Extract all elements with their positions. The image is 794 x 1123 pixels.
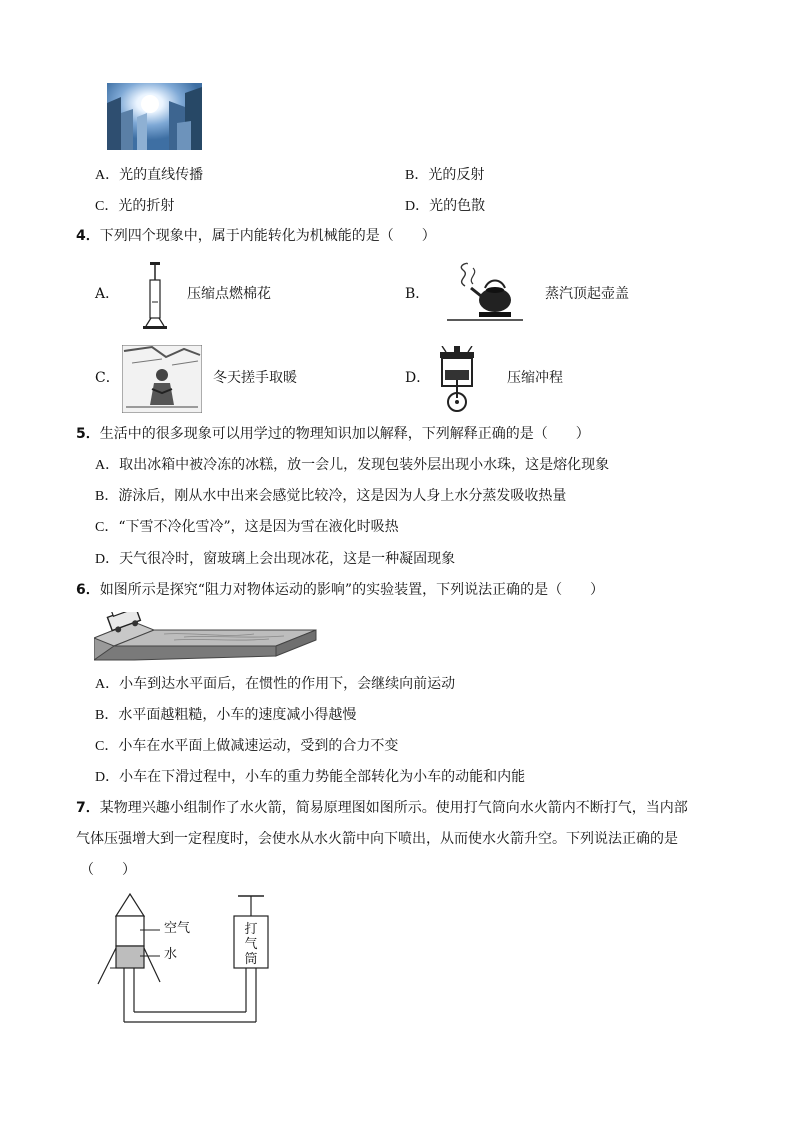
q3-option-b[interactable] [405,165,484,186]
option-letter: B． [95,489,119,504]
q3-option-a[interactable] [95,165,203,186]
option-text: 光的直线传播 [119,167,204,183]
q5-option-b[interactable] [95,486,566,507]
option-text: 小车在下滑过程中，小车的重力势能全部转化为小车的动能和内能 [119,769,526,785]
q5-option-c[interactable] [95,517,399,538]
option-letter: A． [95,458,120,473]
question-number: 6． [76,582,100,598]
rocket-air-label: 空气 [164,921,191,936]
pump-label-char: 打 [244,922,258,937]
rocket-water-label: 水 [164,947,178,962]
incline-cart-apparatus [94,612,318,664]
question-text: 如图所示是探究“阻力对物体运动的影响”的实验装置，下列说法正确的是（ ） [99,582,605,598]
option-text: 小车到达水平面后，在惯性的作用下，会继续向前运动 [119,676,456,692]
q6-option-b[interactable] [95,705,356,726]
q4-option-d-letter[interactable]: D． [405,370,431,386]
option-text: 游泳后，刚从水中出来会感觉比较冷，这是因为人身上水分蒸发吸收热量 [118,488,567,504]
sun-buildings-photo [107,83,202,150]
q4-option-c-letter[interactable]: C． [95,370,120,386]
q7-stem-line3: （ ） [80,862,136,878]
question-number: 7． [76,800,100,816]
option-letter: A． [95,168,120,183]
option-text: 小车在水平面上做减速运动，受到的合力不变 [118,738,399,754]
option-text: 光的反射 [428,167,485,183]
option-letter: C． [95,520,119,535]
question-number: 5． [76,426,100,442]
q5-option-a[interactable] [95,455,609,476]
q4-option-a-text: 压缩点燃棉花 [187,286,271,302]
pump-label-char: 筒 [244,952,258,967]
option-text: 光的折射 [118,198,175,214]
option-letter: B． [95,708,119,723]
option-letter: D． [95,770,120,785]
option-text: 光的色散 [429,198,486,214]
q4-option-c-text: 冬天搓手取暖 [213,370,297,386]
q3-option-d[interactable] [405,196,485,217]
q3-option-c[interactable] [95,196,174,217]
pump-label [243,922,259,967]
q4-option-b-letter[interactable]: B． [405,286,430,302]
question-number: 4． [76,228,100,244]
q6-stem [76,580,604,600]
option-text: 水平面越粗糙，小车的速度减小得越慢 [118,707,357,723]
q4-option-a-letter[interactable]: A． [95,286,120,302]
q7-stem-line1 [76,798,688,818]
kettle-steam-icon [445,262,525,330]
rubbing-hands-winter-icon [122,345,202,413]
engine-compression-stroke-icon [432,346,482,414]
q5-option-d[interactable] [95,549,455,570]
question-text: 某物理兴趣小组制作了水火箭，简易原理图如图所示。使用打气筒向水火箭内不断打气，当内部 [99,800,688,816]
question-text: 生活中的很多现象可以用学过的物理知识加以解释，下列解释正确的是（ ） [99,426,590,442]
q6-option-a[interactable] [95,674,455,695]
q4-option-b-text: 蒸汽顶起壶盖 [545,286,629,302]
q4-stem [76,226,436,246]
question-text: 下列四个现象中，属于内能转化为机械能的是（ ） [99,228,436,244]
q6-option-d[interactable] [95,767,525,788]
option-text: 取出冰箱中被冷冻的冰糕，放一会儿，发现包装外层出现小水珠，这是熔化现象 [119,457,610,473]
option-letter: C． [95,199,119,214]
q7-stem-line2: 气体压强增大到一定程度时，会使水从水火箭中向下喷出，从而使水火箭升空。下列说法正确的是 [76,831,678,847]
option-text: 天气很冷时，窗玻璃上会出现冰花，这是一种凝固现象 [119,551,456,567]
fire-syringe-icon [140,262,170,332]
option-text: “下雪不冷化雪冷”，这是因为雪在液化时吸热 [118,519,399,535]
option-letter: D． [95,552,120,567]
option-letter: C． [95,739,119,754]
q4-option-d-text: 压缩冲程 [507,370,563,386]
option-letter: A． [95,677,120,692]
q5-stem [76,424,590,444]
option-letter: B． [405,168,429,183]
q6-option-c[interactable] [95,736,398,757]
pump-label-char: 气 [244,937,258,952]
option-letter: D． [405,199,430,214]
